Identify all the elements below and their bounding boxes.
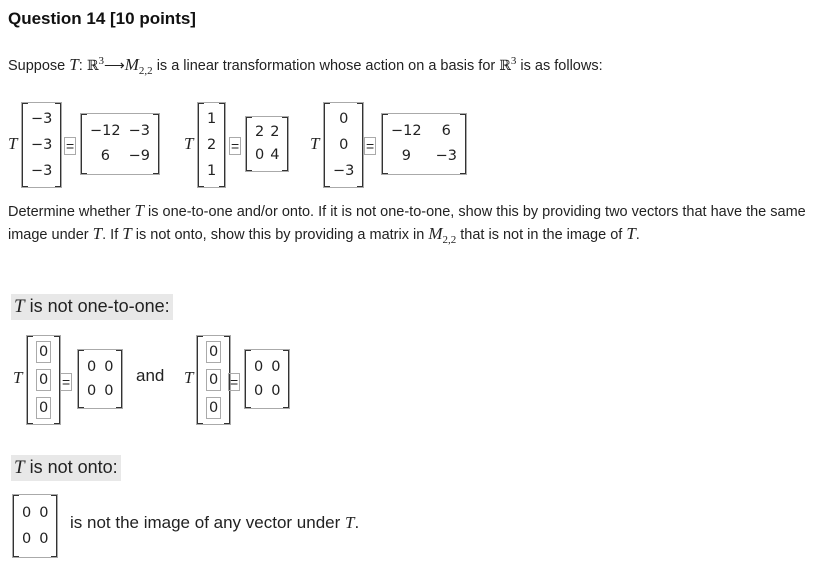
subscript: 2,2 (138, 64, 153, 77)
onto-statement (70, 513, 359, 533)
T-symbol: T (122, 224, 132, 243)
matrix-space-symbol: M (428, 224, 443, 243)
vector-entry: 0 (339, 111, 349, 127)
equals-sign: = (230, 374, 239, 390)
matrix-entry: 0 (254, 359, 264, 375)
colon: : (78, 58, 87, 74)
instruction-text: that is not in the image of (456, 227, 627, 243)
reals-symbol: ℝ (86, 58, 99, 74)
T-symbol: T (13, 368, 23, 387)
question-title: Question 14 [10 points] (8, 9, 196, 28)
not-one-to-one-heading (11, 294, 173, 320)
input-vector (323, 102, 364, 188)
not-onto-heading (11, 455, 121, 481)
vector-entry: 0 (339, 137, 349, 153)
intro-text: is a linear transformation whose action on a basis for (152, 58, 500, 74)
answer-entry[interactable]: 0 (39, 505, 49, 521)
output-matrix (381, 113, 467, 175)
equals-sign: = (62, 374, 71, 390)
T-symbol: T (184, 368, 194, 387)
subscript: 2,2 (442, 233, 457, 246)
arrow-symbol: ⟶ (103, 58, 125, 74)
matrix-entry: 2 (255, 124, 265, 140)
instructions-paragraph (8, 200, 808, 251)
period: . (354, 513, 360, 532)
answer-entry[interactable]: 0 (22, 505, 32, 521)
T-symbol: T (134, 201, 144, 220)
input-vector (197, 102, 226, 188)
T-symbol: T (14, 296, 25, 317)
second-answer-vector[interactable] (196, 335, 231, 425)
matrix-entry: −12 (391, 123, 422, 139)
matrix-entry: 0 (255, 147, 265, 163)
vector-entry: −3 (333, 163, 355, 179)
first-image-matrix (77, 349, 123, 409)
matrix-entry: 0 (271, 359, 281, 375)
instruction-text: . If (102, 227, 123, 243)
T-symbol: T (310, 134, 320, 153)
intro-sentence (8, 55, 603, 77)
heading-text: is not onto: (24, 457, 118, 477)
equals-sign: = (231, 138, 240, 154)
output-matrix (80, 113, 160, 175)
matrix-entry: 0 (87, 383, 97, 399)
and-label: and (136, 366, 165, 385)
answer-entry[interactable]: 0 (39, 531, 49, 547)
T-symbol: T (92, 224, 103, 243)
first-answer-vector[interactable] (26, 335, 61, 425)
matrix-entry: 0 (87, 359, 97, 375)
answer-entry[interactable]: 0 (22, 531, 32, 547)
vector-entry: −3 (31, 111, 53, 127)
exponent: 3 (510, 55, 517, 68)
equals-sign: = (366, 138, 375, 154)
matrix-entry: −3 (435, 148, 457, 164)
T-symbol: T (69, 55, 79, 74)
intro-text: Suppose (8, 58, 70, 74)
reals-symbol: ℝ (499, 58, 511, 74)
T-symbol: T (345, 513, 355, 532)
answer-entry[interactable]: 0 (206, 369, 221, 391)
T-symbol: T (8, 134, 18, 153)
matrix-entry: 6 (100, 148, 110, 164)
instruction-text: Determine whether (8, 204, 135, 220)
matrix-entry: 2 (270, 124, 280, 140)
input-vector (21, 102, 62, 188)
statement-text: is not the image of any vector under (70, 513, 345, 532)
heading-text: is not one-to-one: (24, 296, 170, 316)
vector-entry: 1 (207, 111, 217, 127)
vector-entry: 1 (207, 163, 217, 179)
vector-entry: −3 (31, 137, 53, 153)
matrix-entry: 0 (254, 383, 264, 399)
T-symbol: T (184, 134, 194, 153)
answer-entry[interactable]: 0 (206, 341, 221, 363)
matrix-entry: −3 (128, 123, 150, 139)
second-image-matrix (244, 349, 290, 409)
output-matrix (245, 116, 289, 172)
answer-entry[interactable]: 0 (206, 397, 221, 419)
T-symbol: T (14, 457, 25, 478)
exponent: 3 (98, 55, 104, 68)
matrix-entry: 0 (104, 383, 114, 399)
matrix-entry: 6 (441, 123, 451, 139)
matrix-entry: 9 (401, 148, 411, 164)
not-in-image-matrix[interactable] (12, 494, 58, 558)
matrix-space-symbol: M (124, 55, 139, 74)
answer-entry[interactable]: 0 (36, 397, 51, 419)
equals-sign: = (66, 138, 75, 154)
matrix-entry: −9 (128, 148, 150, 164)
intro-text: is as follows: (516, 58, 603, 74)
vector-entry: −3 (31, 163, 53, 179)
instruction-text: is one-to-one and/or onto. If it is not one-to-one, show this by providing two vectors that have the same image under (8, 204, 806, 243)
instruction-text: is not onto, show this by providing a matrix in (131, 227, 429, 243)
vector-entry: 2 (207, 137, 217, 153)
answer-entry[interactable]: 0 (36, 341, 51, 363)
instruction-text: . (635, 227, 640, 243)
T-symbol: T (626, 224, 636, 243)
answer-entry[interactable]: 0 (36, 369, 51, 391)
matrix-entry: 0 (271, 383, 281, 399)
matrix-entry: 0 (104, 359, 114, 375)
matrix-entry: −12 (90, 123, 121, 139)
matrix-entry: 4 (270, 147, 280, 163)
